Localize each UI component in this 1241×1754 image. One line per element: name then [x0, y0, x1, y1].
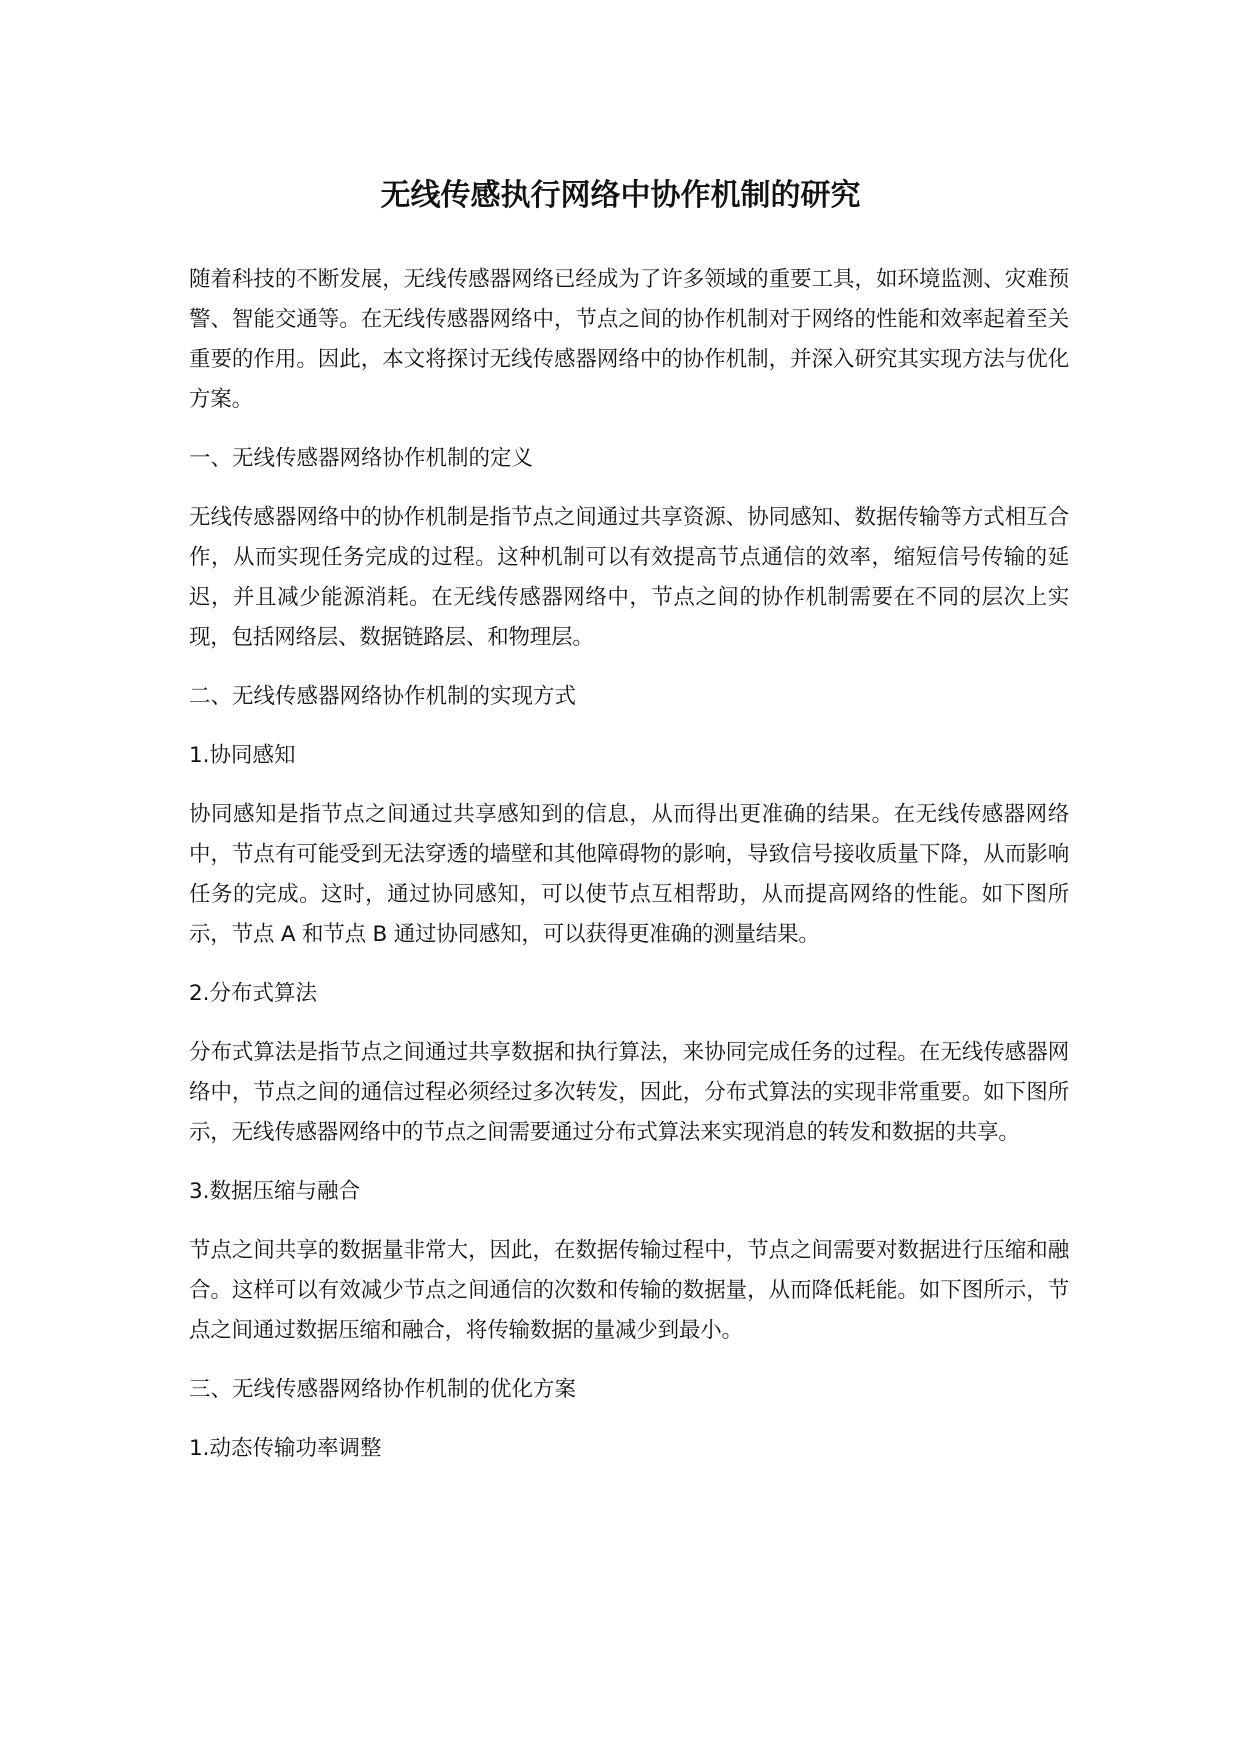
section2-sub1-paragraph: 协同感知是指节点之间通过共享感知到的信息，从而得出更准确的结果。在无线传感器网络中，节点有可能受到无法穿透的墙壁和其他障碍物的影响，导致信号接收质量下降，从而影响任务的完成。这时，通过协同感知，可以使节点互相帮助，从而提高网络的性能。如下图所示，节点 A 和节点 B 通过协同感知，可以获得更准确的测量结果。: [189, 802, 1069, 947]
section2-sub2-heading: 2.分布式算法: [189, 981, 318, 1006]
section2-sub2-paragraph: 分布式算法是指节点之间通过共享数据和执行算法，来协同完成任务的过程。在无线传感器网络中，节点之间的通信过程必须经过多次转发，因此，分布式算法的实现非常重要。如下图所示，无线传感器网络中的节点之间需要通过分布式算法来实现消息的转发和数据的共享。: [189, 1040, 1069, 1145]
section2-sub1-heading: 1.协同感知: [189, 743, 296, 768]
section2-sub3-heading: 3.数据压缩与融合: [189, 1179, 361, 1204]
section2-heading: 二、无线传感器网络协作机制的实现方式: [189, 684, 577, 709]
section1-paragraph: 无线传感器网络中的协作机制是指节点之间通过共享资源、协同感知、数据传输等方式相互合作，从而实现任务完成的过程。这种机制可以有效提高节点通信的效率，缩短信号传输的延迟，并且减少能源消耗。在无线传感器网络中，节点之间的协作机制需要在不同的层次上实现，包括网络层、数据链路层、和物理层。: [189, 505, 1069, 650]
intro-paragraph: 随着科技的不断发展，无线传感器网络已经成为了许多领域的重要工具，如环境监测、灾难预警、智能交通等。在无线传感器网络中，节点之间的协作机制对于网络的性能和效率起着至关重要的作用。因此，本文将探讨无线传感器网络中的协作机制，并深入研究其实现方法与优化方案。: [189, 267, 1069, 412]
section3-heading: 三、无线传感器网络协作机制的优化方案: [189, 1377, 577, 1402]
section3-sub1-heading: 1.动态传输功率调整: [189, 1436, 382, 1461]
section2-sub3-paragraph: 节点之间共享的数据量非常大，因此，在数据传输过程中，节点之间需要对数据进行压缩和融合。这样可以有效减少节点之间通信的次数和传输的数据量，从而降低耗能。如下图所示，节点之间通过数据压缩和融合，将传输数据的量减少到最小。: [189, 1238, 1069, 1343]
section1-heading: 一、无线传感器网络协作机制的定义: [189, 446, 534, 471]
document-body: [189, 260, 1069, 1488]
document-title: 无线传感执行网络中协作机制的研究: [380, 178, 861, 213]
